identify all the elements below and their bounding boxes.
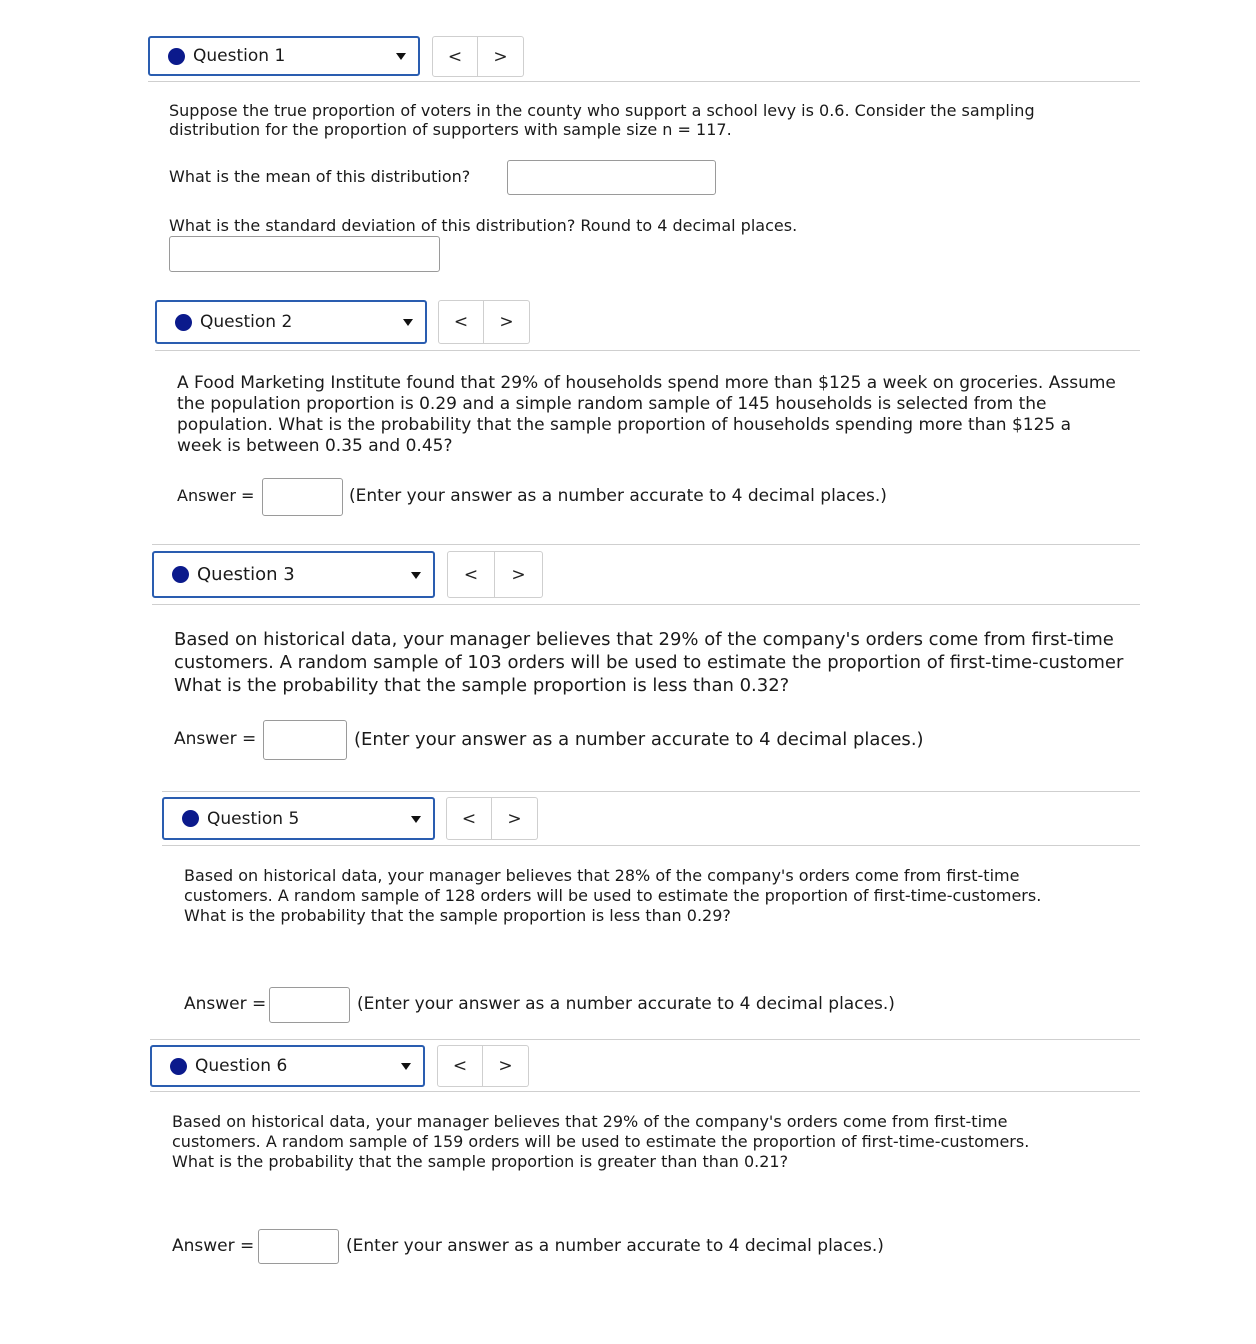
- status-dot-icon: [170, 1058, 187, 1075]
- sd-input[interactable]: [169, 236, 440, 272]
- status-dot-icon: [182, 810, 199, 827]
- divider: [155, 350, 1140, 351]
- question-1-title: Question 1: [193, 46, 286, 66]
- q2-prev-button[interactable]: <: [438, 300, 484, 344]
- q3-prev-button[interactable]: <: [447, 551, 495, 598]
- q1-next-button[interactable]: >: [478, 36, 524, 77]
- q6-answer-input[interactable]: [258, 1229, 339, 1264]
- question-2-text: A Food Marketing Institute found that 29% of households spend more than $125 a week on groceries. Assume the population proportion is 0.29 and a simple random sample of 145 households is selected from the population. What is the probability that the sample proportion of households spending more than $125 a week is between 0.35 and 0.45?: [177, 373, 1116, 456]
- question-2-select[interactable]: [155, 300, 427, 344]
- question-1-select[interactable]: [148, 36, 420, 76]
- divider: [152, 544, 1140, 545]
- question-5-title: Question 5: [207, 808, 300, 829]
- answer-hint: (Enter your answer as a number accurate to 4 decimal places.): [357, 994, 895, 1014]
- question-6-title: Question 6: [195, 1056, 288, 1076]
- answer-hint: (Enter your answer as a number accurate to 4 decimal places.): [349, 486, 887, 506]
- caret-down-icon: [403, 319, 413, 326]
- q5-next-button[interactable]: >: [492, 797, 538, 840]
- mean-label: What is the mean of this distribution?: [169, 167, 471, 186]
- q6-prev-button[interactable]: <: [437, 1045, 483, 1087]
- divider: [152, 604, 1140, 605]
- divider: [162, 845, 1140, 846]
- q2-answer-input[interactable]: [262, 478, 343, 516]
- divider: [148, 81, 1140, 82]
- q2-next-button[interactable]: >: [484, 300, 530, 344]
- q5-prev-button[interactable]: <: [446, 797, 492, 840]
- sd-label: What is the standard deviation of this distribution? Round to 4 decimal places.: [169, 216, 798, 235]
- answer-label: Answer =: [177, 486, 255, 505]
- answer-label: Answer =: [174, 729, 257, 749]
- caret-down-icon: [401, 1063, 411, 1070]
- question-2-title: Question 2: [200, 312, 293, 332]
- status-dot-icon: [172, 566, 189, 583]
- answer-label: Answer =: [184, 994, 267, 1014]
- status-dot-icon: [175, 314, 192, 331]
- question-3-text: Based on historical data, your manager believes that 29% of the company's orders come from first-time customers. A random sample of 103 orders will be used to estimate the proportion of first-time-customer What is the probability that the sample proportion is less than 0.32?: [174, 629, 1124, 696]
- answer-hint: (Enter your answer as a number accurate to 4 decimal places.): [354, 729, 924, 750]
- divider: [150, 1091, 1140, 1092]
- caret-down-icon: [411, 572, 421, 579]
- status-dot-icon: [168, 48, 185, 65]
- q3-next-button[interactable]: >: [495, 551, 543, 598]
- answer-label: Answer =: [172, 1236, 255, 1256]
- question-1-text: Suppose the true proportion of voters in the county who support a school levy is 0.6. Consider the sampling distribution for the proportion of supporters with sample size n = 117.: [169, 101, 1035, 139]
- question-3-select[interactable]: [152, 551, 435, 598]
- divider: [162, 791, 1140, 792]
- question-3-title: Question 3: [197, 564, 295, 585]
- question-5-select[interactable]: [162, 797, 435, 840]
- question-5-text: Based on historical data, your manager believes that 28% of the company's orders come from first-time customers. A random sample of 128 orders will be used to estimate the proportion of first-time-customers. What is the probability that the sample proportion is less than 0.29?: [184, 866, 1042, 925]
- answer-hint: (Enter your answer as a number accurate to 4 decimal places.): [346, 1236, 884, 1256]
- caret-down-icon: [396, 53, 406, 60]
- q6-next-button[interactable]: >: [483, 1045, 529, 1087]
- caret-down-icon: [411, 816, 421, 823]
- q5-answer-input[interactable]: [269, 987, 350, 1023]
- mean-input[interactable]: [507, 160, 716, 195]
- q1-prev-button[interactable]: <: [432, 36, 478, 77]
- divider: [150, 1039, 1140, 1040]
- q3-answer-input[interactable]: [263, 720, 347, 760]
- question-6-select[interactable]: [150, 1045, 425, 1087]
- question-6-text: Based on historical data, your manager believes that 29% of the company's orders come from first-time customers. A random sample of 159 orders will be used to estimate the proportion of first-time-customers. What is the probability that the sample proportion is greater than than 0.21?: [172, 1112, 1030, 1171]
